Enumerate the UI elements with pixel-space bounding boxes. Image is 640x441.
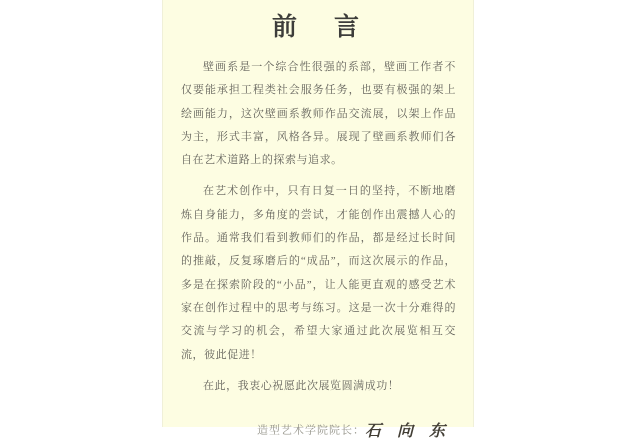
page-title: 前 言 [271, 14, 365, 41]
paragraph-3: 在此，我衷心祝愿此次展览圆满成功！ [203, 379, 400, 392]
document-body [181, 56, 456, 398]
signature-label: 造型艺术学院院长： [256, 424, 365, 437]
paragraph-2: 在艺术创作中，只有日复一日的坚持，不断地磨炼自身能力，多角度的尝试，才能创作出震撼人心的作品。通常我们看到教师们的作品，都是经过长时间的推敲，反复琢磨后的“成品”，而这次展示的作品，多是在探索阶段的“小品”，让人能更直观的感受艺术家在创作过程中的思考与练习。这是一次十分难得的交流与学习的机会，希望大家通过此次展览相互交流，彼此促进！ [181, 185, 456, 361]
paragraph-1: 壁画系是一个综合性很强的系部，壁画工作者不仅要能承担工程类社会服务任务，也要有极强的架上绘画能力，这次壁画系教师作品交流展，以架上作品为主，形式丰富，风格各异。展现了壁画系教师们各自在艺术道路上的探索与追求。 [181, 61, 456, 167]
document-paper [162, 0, 474, 441]
signature-name: 石 向 东 [364, 423, 451, 441]
signature-line [181, 418, 456, 441]
